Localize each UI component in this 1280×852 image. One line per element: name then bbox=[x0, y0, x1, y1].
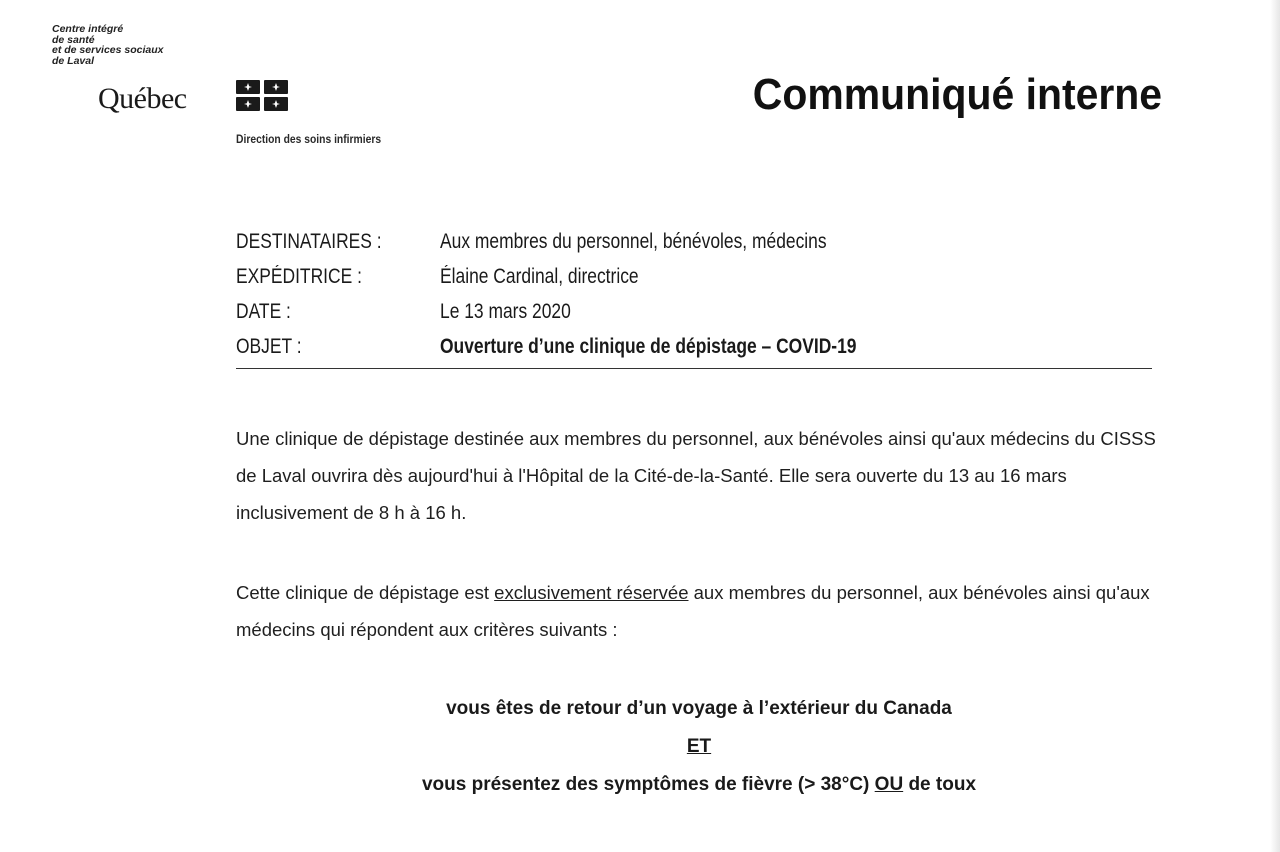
memo-label: OBJET : bbox=[236, 334, 302, 358]
memo-row-sender bbox=[236, 259, 1152, 294]
memo-subject-value: Ouverture d’une clinique de dépistage – COVID-19 bbox=[440, 334, 857, 358]
criteria-connector: ET bbox=[686, 736, 712, 757]
department-name: Direction des soins infirmiers bbox=[236, 132, 382, 146]
organization-name bbox=[52, 24, 164, 66]
body-paragraph-2 bbox=[236, 574, 1166, 648]
memo-value: Le 13 mars 2020 bbox=[440, 299, 571, 323]
emphasis-underlined: exclusivement réservée bbox=[494, 582, 689, 603]
quebec-flag-logo-icon bbox=[236, 80, 290, 112]
body-paragraph-1: Une clinique de dépistage destinée aux membres du personnel, aux bénévoles ainsi qu'aux médecins du CISSS de Laval ouvrira dès aujourd'hui à l'Hôpital de la Cité-de-la-Santé. Elle sera ouverte du 13 au 16 mars inclusivement de 8 h à 16 h. bbox=[236, 428, 1156, 523]
page-edge-shadow bbox=[1270, 0, 1280, 852]
criterion-symptoms bbox=[236, 766, 1162, 804]
flag-quadrant-icon bbox=[264, 97, 288, 111]
document-title: Communiqué interne bbox=[752, 70, 1162, 119]
memo-label: DESTINATAIRES : bbox=[236, 229, 382, 253]
org-line-3: et de services sociaux bbox=[52, 44, 164, 56]
criterion-or: OU bbox=[874, 774, 904, 795]
flag-quadrant-icon bbox=[236, 97, 260, 111]
memo-header bbox=[236, 224, 1152, 364]
org-line-4: de Laval bbox=[52, 54, 95, 67]
criterion-text: vous présentez des symptômes de fièvre (> 38°C) bbox=[421, 774, 875, 795]
screening-criteria bbox=[236, 690, 1162, 804]
memo-label: DATE : bbox=[236, 299, 291, 323]
paragraph-text: Cette clinique de dépistage est bbox=[236, 582, 495, 603]
memo-value: Aux membres du personnel, bénévoles, médecins bbox=[440, 229, 827, 253]
memo-divider bbox=[236, 368, 1152, 369]
org-line-2: de santé bbox=[52, 33, 95, 46]
flag-quadrant-icon bbox=[264, 80, 288, 94]
memo-row-recipients bbox=[236, 224, 1152, 259]
quebec-wordmark: Québec bbox=[98, 82, 187, 115]
criterion-travel: vous êtes de retour d’un voyage à l’extérieur du Canada bbox=[446, 698, 952, 719]
flag-quadrant-icon bbox=[236, 80, 260, 94]
criterion-text: de toux bbox=[903, 774, 977, 795]
memo-row-subject bbox=[236, 329, 1152, 364]
paragraph-text: aux membres du personnel, aux bénévoles ainsi qu'aux médecins qui répondent aux critères suivants : bbox=[236, 582, 1150, 640]
org-line-1: Centre intégré bbox=[52, 23, 124, 35]
memo-row-date bbox=[236, 294, 1152, 329]
memo-label: EXPÉDITRICE : bbox=[236, 264, 362, 288]
memo-value: Élaine Cardinal, directrice bbox=[440, 264, 639, 288]
